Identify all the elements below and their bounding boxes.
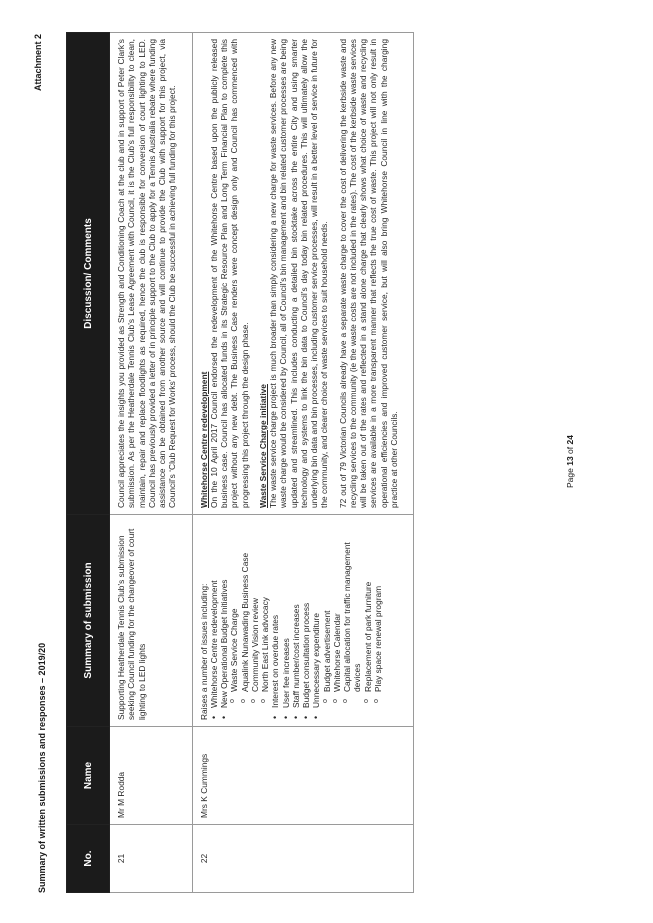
document-title: Summary of written submissions and responses – 2019/20 [37, 642, 47, 893]
column-header-no: No. [67, 825, 110, 893]
list-item: o Replacement of park furniture [363, 521, 373, 692]
discussion-paragraph: The waste service charge project is much broader than simply considering a new charge for waste services. Before any new waste charge would be considered by Council, all of Council’s bin management and bin related customer processes are being updated and streamlined. This includes conducting a detailed bin stocktake across the entire City and using smarter technology and systems to link the bin data to Council’s day today bin related procedures. This will ultimately allow the underlying bin data and bin processes, including customer service processes, will result in a better level of service in future for the community, and clearer choice of waste services to suit household needs. [268, 39, 330, 508]
discussion-paragraph: On the 10 April 2017 Council endorsed the redevelopment of the Whitehorse Centre based upon the publicly released business case. Council has allocated funds in its Strategic Resource Plan and Long Term Financial Plan to complete this project without any new debt. The Business Case renders were concept design only and Council has commenced with progressing this project through the design phase. [208, 39, 250, 508]
submissions-table [66, 32, 414, 893]
submitter-name: Mr M Rodda [110, 727, 193, 825]
list-item: • Budget consultation process [301, 521, 311, 708]
discussion-paragraph: Council appreciates the insights you provided as Strength and Conditioning Coach at the club and in support of Peter Clark’s submission. As per the Heatherdale Tennis Club’s Lease Agreement with Council, it is the Club’s full responsibility to clean, maintain, repair and replace floodlights as required, hence the club is responsible for conversion of court lighting to LED. Council has previously provided a letter of in principle support to the Club to apply for a Tennis Australia rebate where funding assistance can be obtained from another source and will continue to provide the Club with support for this project, via Council’s ‘Club Request for Works’ process, should the Club be successful in achieving full funding for this project. [116, 39, 178, 508]
sub-issue-list [322, 521, 384, 708]
row-number: 22 [192, 825, 414, 893]
issue-list [209, 521, 383, 720]
page-number: Page 13 of 24 [565, 435, 575, 489]
table-row [110, 33, 193, 893]
list-item: • Interest on overdue rates [270, 521, 280, 708]
table-row [192, 33, 414, 893]
discussion-paragraph: 72 out of 79 Victorian Councils already have a separate waste charge to cover the cost of delivering the kerbside waste and recycling services to the community (ie the waste costs are not included in the rates). The cost of the kerbside waste services will be taken out of the rates and reflected in a stand alone charge that clearly shows what choice of waste and recycling services are available in a more transparent manner that reflects the true cost of waste. This project will not only result in operational efficiencies and improved customer service, but will also bring Whitehorse Council in line with the charging practice at other Councils. [337, 39, 399, 508]
discussion-subheading: Waste Service Charge initiative [257, 384, 268, 508]
list-item: o Whitehorse Calendar [332, 521, 342, 692]
column-header-summary: Summary of submission [67, 515, 110, 727]
column-header-discussion: Discussion/ Comments [67, 33, 110, 515]
table-header-row [67, 33, 110, 893]
list-item: • Whitehorse Centre redevelopment [209, 521, 219, 708]
list-item: o North East Link advocacy [260, 521, 270, 692]
submission-summary: Supporting Heatherdale Tennis Club’s submission seeking Council funding for the changeover of court lighting to LED lights [110, 515, 193, 727]
list-item: o Capital allocation for traffic management devices [342, 521, 363, 692]
row-number: 21 [110, 825, 193, 893]
submitter-name: Mrs K Cummings [192, 727, 414, 825]
list-item: o Play space renewal program [373, 521, 383, 692]
submission-summary [192, 515, 414, 727]
list-item: o Budget advertisement [322, 521, 332, 692]
attachment-label: Attachment 2 [33, 34, 43, 92]
list-item: • New Operational Budget Initiatives o Waste Service Charge o Aqualink Nunawading Business Case o Community Vision review o North East Link advocacy [219, 521, 270, 708]
list-item: • Staff number/cost increases [291, 521, 301, 708]
column-header-name: Name [67, 727, 110, 825]
list-item: o Aqualink Nunawading Business Case [240, 521, 250, 692]
summary-intro: Raises a number of issues including: [198, 583, 209, 720]
discussion-comments [110, 33, 193, 515]
sub-issue-list [229, 521, 270, 708]
list-item: o Waste Service Charge [229, 521, 239, 692]
discussion-subheading: Whitehorse Centre redevelopment [198, 371, 209, 508]
list-item: o Community Vision review [250, 521, 260, 692]
list-item: • Unnecessary expenditure o Budget advertisement o Whitehorse Calendar o Capital allocation for traffic management devices o Replacement of park furniture o Play space renewal program [311, 521, 383, 708]
discussion-comments [192, 33, 414, 515]
list-item: • User fee increases [281, 521, 291, 708]
